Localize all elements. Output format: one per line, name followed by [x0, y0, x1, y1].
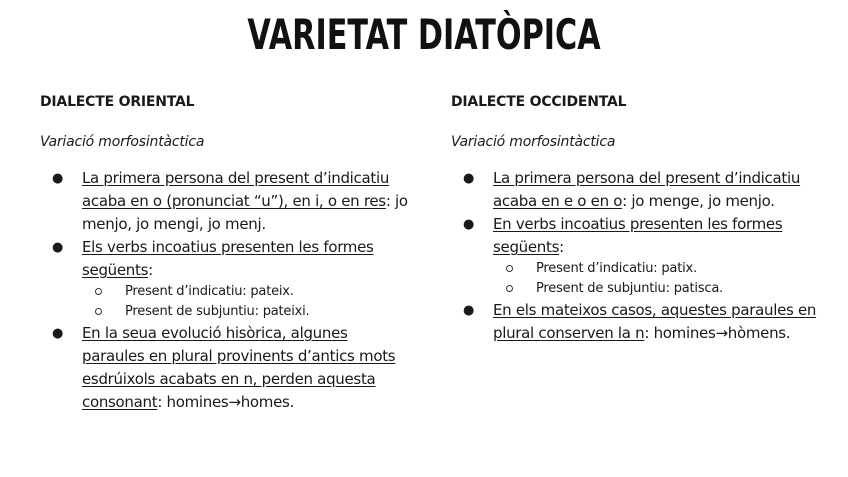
- item-underlined-text: La primera persona del present d’indicatiu acaba en e o en o: [493, 169, 801, 210]
- item-underlined-text: Els verbs incoatius presenten les formes següents: [82, 238, 374, 279]
- subtitle-occidental: Variació morfosintàctica: [451, 134, 616, 150]
- bullet-icon: ●: [52, 326, 64, 341]
- item-text: :: [559, 238, 564, 256]
- item-underlined-text: En la seua evolució hisòrica, algunes paraules en plural provinents d’antics mots esdrúixols acabats en n, perden aquesta consonant: [82, 324, 396, 411]
- bullet-icon: ●: [52, 240, 64, 255]
- hollow-bullet-icon: [95, 308, 102, 315]
- list-item: [451, 299, 821, 345]
- column-occidental: [451, 93, 821, 345]
- list-item: [451, 213, 821, 299]
- sublist-item-text: Present d’indicatiu: patix.: [536, 261, 697, 276]
- column-oriental: [40, 93, 410, 414]
- sublist-item-text: Present de subjuntiu: patisca.: [536, 281, 724, 296]
- bullet-icon: ●: [463, 171, 475, 186]
- list-item: [40, 167, 410, 236]
- bullet-icon: ●: [463, 303, 475, 318]
- item-underlined-text: La primera persona del present d’indicatiu acaba en o (pronunciat “u”), en i, o en res: [82, 169, 390, 210]
- subtitle-oriental: Variació morfosintàctica: [40, 134, 205, 150]
- list-item: [451, 167, 821, 213]
- sublist: [493, 259, 821, 299]
- sublist-item: [493, 259, 821, 279]
- hollow-bullet-icon: [506, 265, 513, 272]
- item-text: :: [148, 261, 153, 279]
- list-item: [40, 236, 410, 322]
- list-item: [40, 322, 410, 414]
- item-text: : jo menjo, jo mengi, jo menj.: [82, 192, 408, 233]
- sublist-item: [82, 282, 410, 302]
- page-title: VARIETAT DIATÒPICA: [247, 10, 601, 59]
- bullet-icon: ●: [463, 217, 475, 232]
- sublist-item: [82, 302, 410, 322]
- hollow-bullet-icon: [95, 288, 102, 295]
- hollow-bullet-icon: [506, 285, 513, 292]
- sublist-item-text: Present d’indicatiu: pateix.: [125, 284, 294, 299]
- heading-occidental: DIALECTE OCCIDENTAL: [451, 94, 627, 110]
- item-underlined-text: En verbs incoatius presenten les formes següents: [493, 215, 783, 256]
- heading-oriental: DIALECTE ORIENTAL: [40, 94, 195, 110]
- sublist-item-text: Present de subjuntiu: pateixi.: [125, 304, 310, 319]
- bullet-icon: ●: [52, 171, 64, 186]
- sublist: [82, 282, 410, 322]
- item-text: : homines→homes.: [157, 393, 295, 411]
- list-occidental: [451, 167, 821, 345]
- item-text: : homines→hòmens.: [644, 324, 791, 342]
- item-text: : jo menge, jo menjo.: [622, 192, 775, 210]
- item-underlined-text: En els mateixos casos, aquestes paraules en plural conserven la n: [493, 301, 817, 342]
- sublist-item: [493, 279, 821, 299]
- list-oriental: [40, 167, 410, 414]
